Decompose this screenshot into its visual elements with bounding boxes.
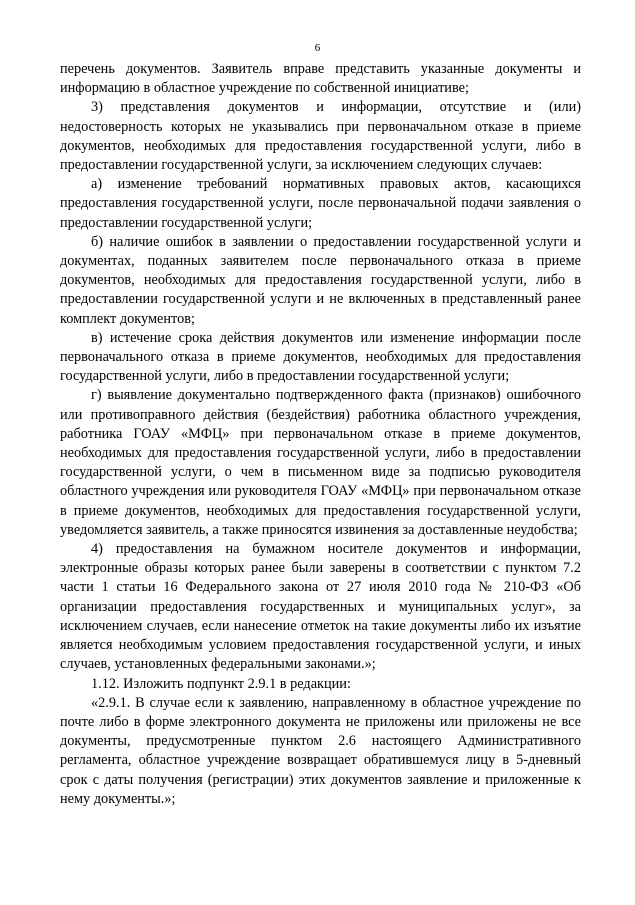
- paragraph-2-9-1: «2.9.1. В случае если к заявлению, направленному в областное учреждение по почте либо в форме электронного документа не приложены или приложены не все документы, предусмотренные пунктом 2.6 настоящего Административного регламента, областное учреждение возвращает обратившемуся лицу в 5-дневный срок с даты получения (регистрации) этих документов заявление и приложенные к нему документы.»;: [60, 694, 581, 807]
- paragraph-subitem-v: в) истечение срока действия документов или изменение информации после первоначального отказа в приеме документов, необходимых для предоставления государственной услуги, либо в предоставлении государственной услуги;: [60, 329, 581, 385]
- paragraph-subitem-g: г) выявление документально подтвержденного факта (признаков) ошибочного или противоправного действия (бездействия) работника областного учреждения, работника ГОАУ «МФЦ» при первоначальном отказе в приеме документов, необходимых для предоставления государственной услуги, либо в предоставлении государственной услуги, о чем в письменном виде за подписью руководителя областного учреждения или руководителя ГОАУ «МФЦ» при первоначальном отказе в приеме документов, необходимых для предоставления государственной услуги, уведомляется заявитель, а также приносятся извинения за доставленные неудобства;: [60, 387, 581, 538]
- paragraph-continuation: перечень документов. Заявитель вправе представить указанные документы и информацию в областное учреждение по собственной инициативе;: [60, 61, 581, 97]
- paragraph-subitem-b: б) наличие ошибок в заявлении о предоставлении государственной услуги и документах, поданных заявителем после первоначального отказа в приеме документов, необходимых для предоставления государственной услуги, либо в предоставлении государственной услуги и не включенных в представленный ранее комплект документов;: [60, 233, 581, 327]
- page-number: 6: [314, 42, 321, 54]
- paragraph-item-4: 4) предоставления на бумажном носителе документов и информации, электронные образы которых ранее были заверены в соответствии с пунктом 7.2 части 1 статьи 16 Федерального закона от 27 июля 2010 года № 210-ФЗ «Об организации предоставления государственных и муниципальных услуг», за исключением случаев, если нанесение отметок на такие документы либо их изъятие является необходимым условием предоставления государственной услуги, и иных случаев, установленных федеральными законами.»;: [60, 541, 581, 673]
- paragraph-subitem-a: а) изменение требований нормативных правовых актов, касающихся предоставления государственной услуги, после первоначальной подачи заявления о предоставлении государственной услуги;: [60, 176, 581, 231]
- paragraph-item-3: 3) представления документов и информации, отсутствие и (или) недостоверность которых не указывались при первоначальном отказе в приеме документов, необходимых для предоставления государственной услуги, либо в предоставлении государственной услуги, за исключением следующих случаев:: [60, 99, 581, 174]
- paragraph-1-12: 1.12. Изложить подпункт 2.9.1 в редакции:: [91, 675, 351, 692]
- document-body: [60, 60, 581, 809]
